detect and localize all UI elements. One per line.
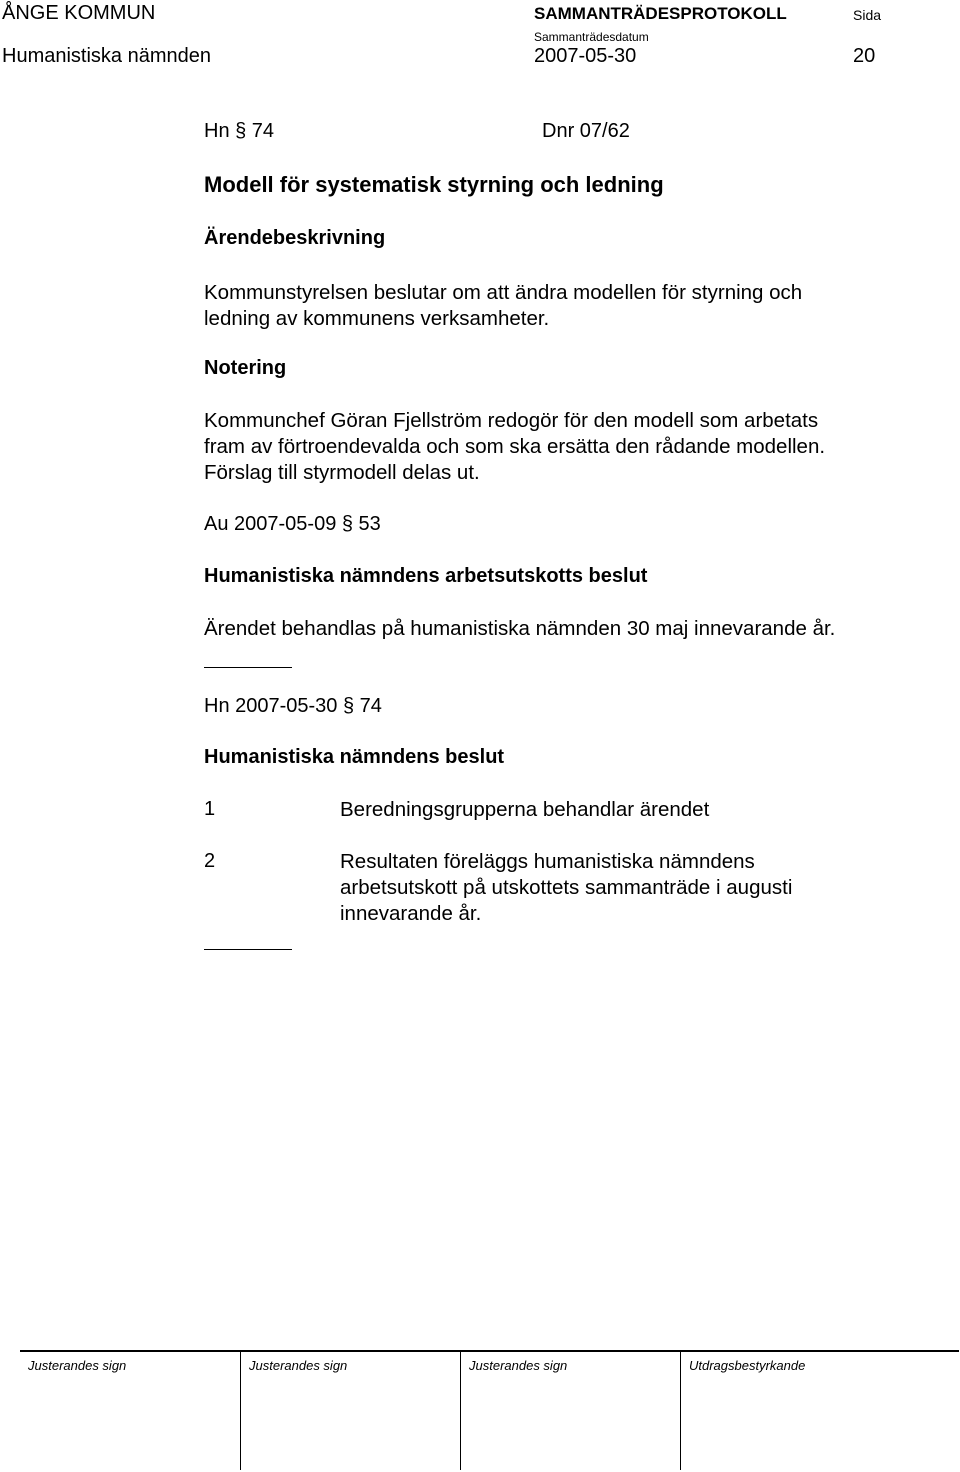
note-line: Förslag till styrmodell delas ut. (204, 461, 480, 484)
decision-number: 2 (204, 850, 216, 872)
doc-type: SAMMANTRÄDESPROTOKOLL (534, 4, 787, 23)
meeting-date: 2007-05-30 (534, 45, 637, 67)
signature-label: Justerandes sign (249, 1358, 348, 1373)
note-line: Kommunchef Göran Fjellström redogör för den modell som arbetats (204, 409, 819, 432)
case-title: Modell för systematisk styrning och ledning (204, 172, 664, 197)
description-heading: Ärendebeskrivning (204, 227, 386, 249)
decision-number: 1 (204, 798, 216, 820)
note-heading: Notering (204, 357, 287, 379)
decision-text: arbetsutskott på utskottets sammanträde i augusti (340, 876, 793, 899)
signature-cell (20, 1352, 239, 1470)
au-reference: Au 2007-05-09 § 53 (204, 513, 381, 535)
signature-cell (240, 1352, 460, 1470)
decision-text: innevarande år. (340, 902, 482, 925)
case-dnr: Dnr 07/62 (542, 120, 630, 142)
note-line: fram av förtroendevalda och som ska ersätta den rådande modellen. (204, 435, 826, 458)
signature-row (20, 1350, 959, 1470)
signature-cell (460, 1352, 680, 1470)
decision-text: Beredningsgrupperna behandlar ärendet (340, 798, 710, 821)
description-line: Kommunstyrelsen beslutar om att ändra modellen för styrning och (204, 281, 803, 304)
decision-text: Resultaten föreläggs humanistiska nämndens (340, 850, 755, 873)
hn-decision-heading: Humanistiska nämndens beslut (204, 746, 505, 768)
committee-name: Humanistiska nämnden (2, 45, 211, 67)
signature-label: Justerandes sign (469, 1358, 568, 1373)
page-label: Sida (853, 7, 882, 23)
description-line: ledning av kommunens verksamheter. (204, 307, 550, 330)
case-number: Hn § 74 (204, 120, 275, 142)
date-label: Sammanträdesdatum (534, 30, 649, 44)
au-decision-heading: Humanistiska nämndens arbetsutskotts beslut (204, 565, 648, 587)
hn-reference: Hn 2007-05-30 § 74 (204, 695, 382, 717)
page-number: 20 (853, 45, 876, 67)
section-divider (204, 667, 292, 668)
org-name: ÅNGE KOMMUN (2, 2, 156, 24)
certification-label: Utdragsbestyrkande (689, 1358, 806, 1373)
au-decision-text: Ärendet behandlas på humanistiska nämnden 30 maj innevarande år. (204, 617, 836, 640)
signature-label: Justerandes sign (28, 1358, 127, 1373)
end-divider (204, 949, 292, 950)
signature-cell (680, 1352, 959, 1470)
